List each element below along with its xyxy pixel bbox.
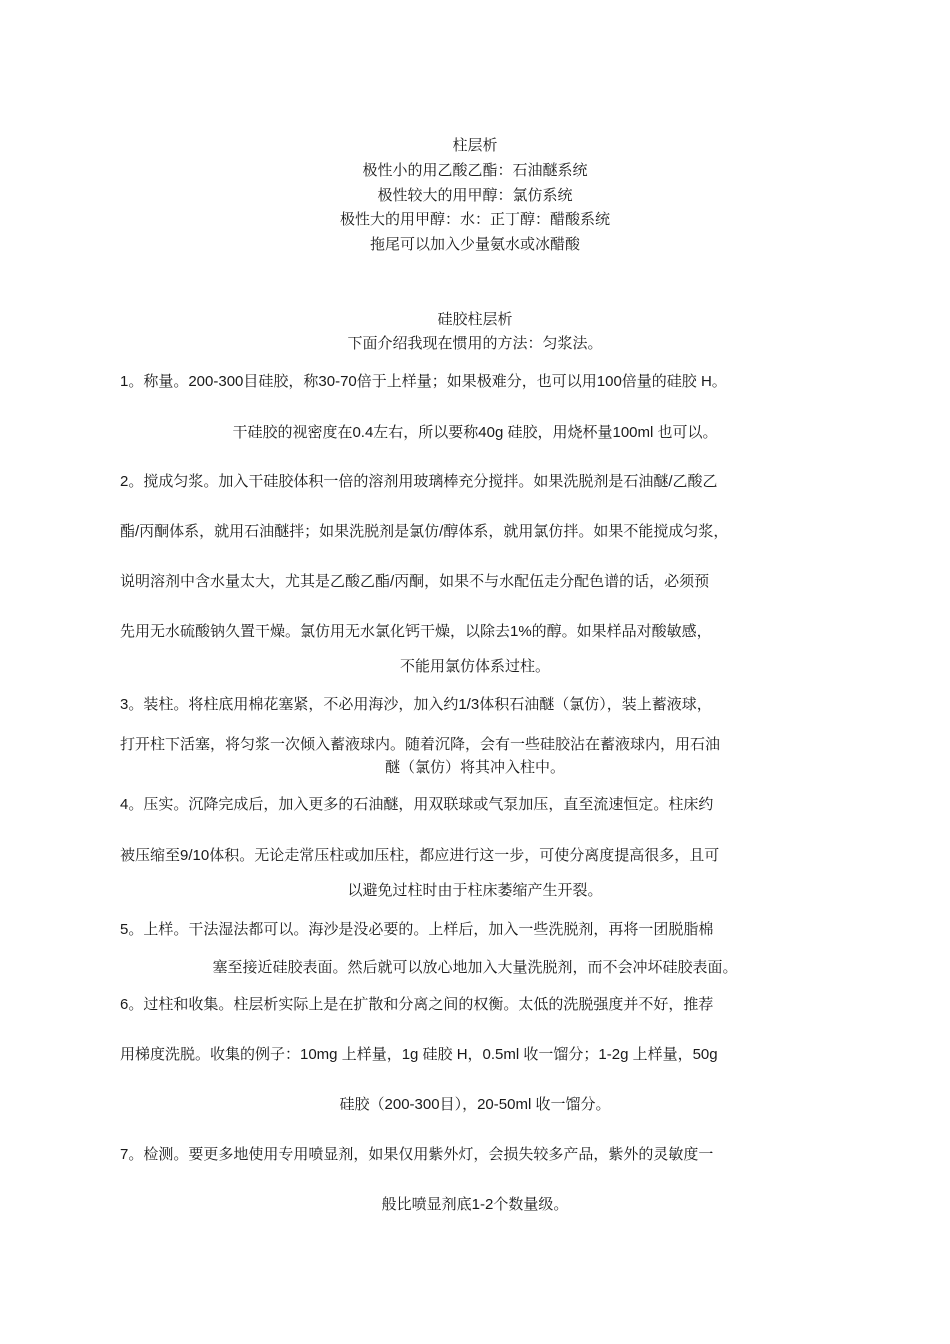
- step-6-line-2: 用梯度洗脱。收集的例子：10mg 上样量，1g 硅胶 H，0.5ml 收一馏分；1-2g 上样量，50g: [120, 1046, 718, 1063]
- step-2-line-1: 2。搅成匀浆。加入干硅胶体积一倍的溶剂用玻璃棒充分搅拌。如果洗脱剂是石油醚/乙酸乙: [120, 473, 718, 490]
- header-line-4: 拖尾可以加入少量氨水或冰醋酸: [369, 235, 580, 253]
- step-3-line-2: 打开柱下活塞，将匀浆一次倾入蓄液球内。随着沉降，会有一些硅胶沾在蓄液球内，用石油: [120, 736, 721, 753]
- section-intro: 下面介绍我现在惯用的方法：匀浆法。: [347, 334, 603, 352]
- step-7-line-1: 7。检测。要更多地使用专用喷显剂，如果仅用紫外灯，会损失较多产品，紫外的灵敏度一: [120, 1146, 714, 1163]
- step-2-line-4: 先用无水硫酸钠久置干燥。氯仿用无水氯化钙干燥，以除去1%的醇。如果样品对酸敏感，: [120, 623, 712, 640]
- header-line-3: 极性大的用甲醇：水：正丁醇：醋酸系统: [339, 210, 610, 228]
- step-2-line-3: 说明溶剂中含水量太大，尤其是乙酸乙酯/丙酮，如果不与水配伍走分配色谱的话，必须预: [120, 573, 710, 590]
- step-2-line-5: 不能用氯仿体系过柱。: [399, 658, 550, 675]
- step-4-line-2: 被压缩至9/10体积。无论走常压柱或加压柱，都应进行这一步，可使分离度提高很多，且可: [120, 847, 720, 864]
- header-line-2: 极性较大的用甲醇：氯仿系统: [377, 186, 573, 204]
- step-7-line-2: 般比喷显剂底1-2个数量级。: [381, 1196, 569, 1213]
- step-1-line-1: 1。称量。200-300目硅胶，称30-70倍于上样量；如果极难分，也可以用100倍量的硅胶 H。: [120, 373, 727, 390]
- doc-title: 柱层析: [452, 136, 498, 154]
- step-1-line-2: 干硅胶的视密度在0.4左右，所以要称40g 硅胶，用烧杯量100ml 也可以。: [232, 424, 718, 441]
- step-5-line-2: 塞至接近硅胶表面。然后就可以放心地加入大量洗脱剂，而不会冲坏硅胶表面。: [212, 959, 738, 976]
- step-3-line-3: 醚（氯仿）将其冲入柱中。: [384, 759, 565, 776]
- header-line-1: 极性小的用乙酸乙酯：石油醚系统: [362, 161, 588, 179]
- step-3-line-1: 3。装柱。将柱底用棉花塞紧，不必用海沙，加入约1/3体积石油醚（氯仿），装上蓄液球，: [120, 696, 712, 713]
- section-title: 硅胶柱层析: [437, 310, 513, 328]
- step-4-line-3: 以避免过柱时由于柱床萎缩产生开裂。: [347, 882, 603, 899]
- step-6-line-1: 6。过柱和收集。柱层析实际上是在扩散和分离之间的权衡。太低的洗脱强度并不好，推荐: [120, 996, 714, 1013]
- step-2-line-2: 酯/丙酮体系，就用石油醚拌；如果洗脱剂是氯仿/醇体系，就用氯仿拌。如果不能搅成匀浆，: [120, 523, 729, 540]
- step-6-line-3: 硅胶（200-300目），20-50ml 收一馏分。: [339, 1096, 611, 1113]
- step-5-line-1: 5。上样。干法湿法都可以。海沙是没必要的。上样后，加入一些洗脱剂，再将一团脱脂棉: [120, 921, 714, 938]
- step-4-line-1: 4。压实。沉降完成后，加入更多的石油醚，用双联球或气泵加压，直至流速恒定。柱床约: [120, 796, 714, 813]
